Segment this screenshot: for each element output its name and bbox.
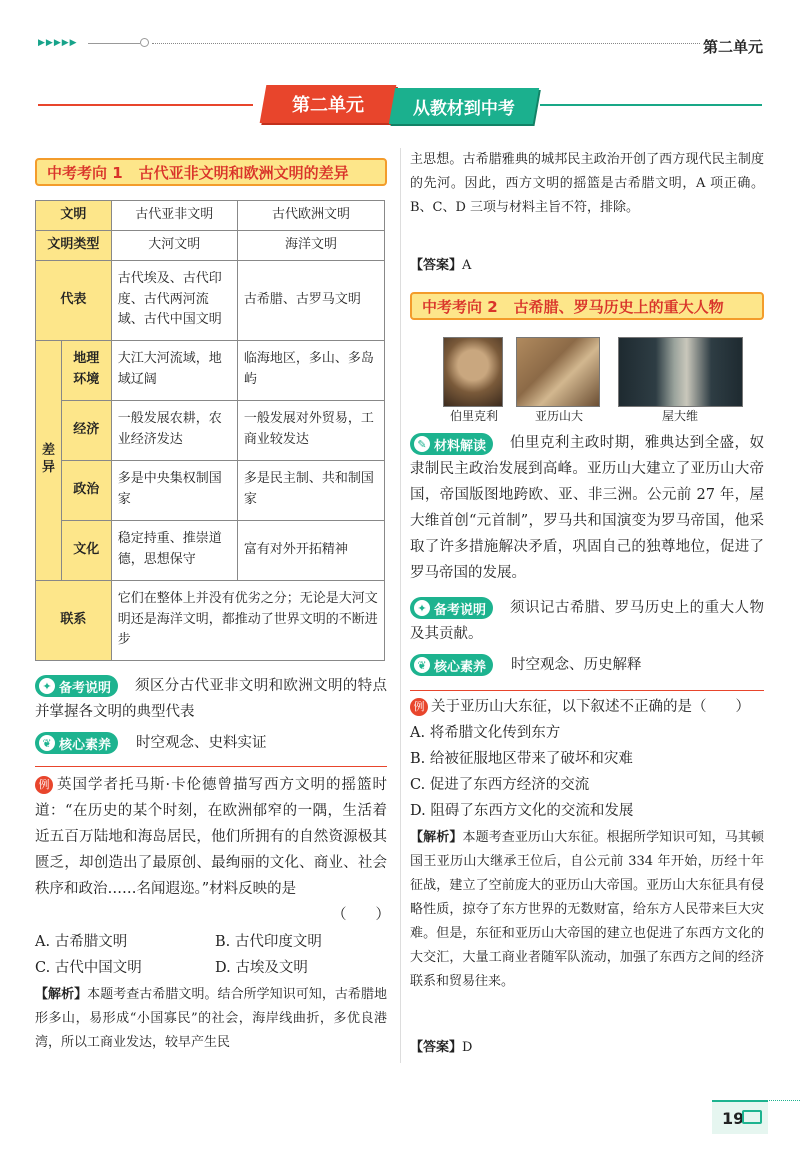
- bulb-icon: ✦: [39, 678, 55, 694]
- section1-tag: 中考考向 1: [47, 163, 123, 182]
- example1-paren: （ ）: [332, 907, 390, 923]
- example2-option-c: C. 促进了东西方经济的交流: [410, 777, 590, 793]
- cell-pol-europe: 多是民主制、共和制国家: [237, 460, 384, 520]
- example2-option-a: A. 将希腊文化传到东方: [410, 725, 561, 741]
- leaf-icon: ❦: [39, 735, 55, 751]
- th-civilization: 文明: [36, 201, 112, 231]
- example2-question-text: 关于亚历山大东征，以下叙述不正确的是（ ）: [431, 699, 750, 715]
- section2-note: 须识记古希腊、罗马历史上的重大人物及其贡献。: [410, 600, 764, 642]
- example1-analysis-text-1: 本题考查古希腊文明。结合所学知识可知，古希腊地形多山，易形成“小国寡民”的社会，海岸线曲折，多优良港湾，所以工商业发达，较早产生民: [35, 987, 387, 1050]
- th-representative: 代表: [36, 260, 112, 340]
- header-rule: [88, 43, 140, 44]
- header-circle: [140, 38, 149, 47]
- example2-option-d: D. 阻碍了东西方文化的交流和发展: [410, 803, 634, 819]
- example1-question: [35, 772, 387, 902]
- octavian-statue: [618, 337, 743, 407]
- caption-pericles: 伯里克利: [449, 409, 498, 423]
- bulb-icon: ✦: [414, 600, 430, 616]
- th-geography: 地理环境: [61, 340, 111, 400]
- example1-analysis-label: 【解析】: [35, 987, 88, 1002]
- example2-answer-value: D: [462, 1040, 473, 1055]
- th-europe: 古代欧洲文明: [237, 201, 384, 231]
- example1-analysis-continued: 主思想。古希腊雅典的城邦民主政治开创了西方现代民主制度的先河。因此，西方文明的摇篮是古希腊文明，A 项正确。B、C、D 三项与材料主旨不符，排除。: [410, 152, 764, 215]
- section2-material: 伯里克利主政时期，雅典达到全盛，奴隶制民主政治发展到高峰。亚历山大建立了亚历山大帝国，帝国版图地跨欧、亚、非三洲。公元前 27 年，屋大维首创“元首制”，罗马共和国演变为罗马帝国，他采取了许多措施解决矛盾，巩固自己的独尊地位，促进了罗马帝国的发展。: [410, 435, 764, 581]
- pencil-icon: ✎: [414, 436, 430, 452]
- example1-option-c: C. 古代中国文明: [35, 960, 142, 976]
- section2-title: 古希腊、罗马历史上的重大人物: [513, 297, 724, 316]
- th-economy: 经济: [61, 400, 111, 460]
- header-dotted-rule: [152, 43, 700, 44]
- example1-analysis: [35, 983, 387, 1055]
- cell-econ-asia: 一般发展农耕，农业经济发达: [111, 400, 237, 460]
- example1-option-a: A. 古希腊文明: [35, 934, 128, 950]
- cell-cul-asia: 稳定持重、推崇道德，思想保守: [111, 520, 237, 580]
- example2-badge: 例: [410, 698, 428, 716]
- page-number: 19: [712, 1100, 768, 1134]
- example1-answer-label: 【答案】: [410, 258, 463, 273]
- example1-option-d: D. 古埃及文明: [215, 960, 308, 976]
- cell-rep-europe: 古希腊、古罗马文明: [237, 260, 384, 340]
- column-divider: [400, 148, 401, 1063]
- th-asia: 古代亚非文明: [111, 201, 237, 231]
- section1-core-label: [35, 732, 118, 754]
- section2-core-label: [410, 654, 493, 676]
- alexander-mosaic: [516, 337, 600, 407]
- cell-geo-asia: 大江大河流域，地域辽阔: [111, 340, 237, 400]
- section1-title: 古代亚非文明和欧洲文明的差异: [138, 163, 349, 182]
- section2-note-label-text: 备考说明: [434, 602, 487, 618]
- banner-line-right: [540, 104, 762, 106]
- example2-rule: [410, 690, 764, 691]
- example1-rule: [35, 766, 387, 767]
- banner-line-left: [38, 104, 253, 106]
- th-politics: 政治: [61, 460, 111, 520]
- comparison-table: [35, 200, 385, 661]
- cell-type-europe: 海洋文明: [237, 230, 384, 260]
- th-type: 文明类型: [36, 230, 112, 260]
- section1-heading: [35, 158, 387, 186]
- header-unit-label: 第二单元: [703, 38, 764, 56]
- header-arrows: ▶▶▶▶▶: [38, 38, 78, 48]
- cell-type-asia: 大河文明: [111, 230, 237, 260]
- example2-answer: [410, 1036, 610, 1060]
- example1-text: 英国学者托马斯·卡伦德曾描写西方文明的摇篮时道：“在历史的某个时刻，在欧洲郁窄的一隅，生活着近五百万陆地和海岛居民，他们所拥有的自然资源极其匮乏，却创造出了最原创、最绚丽的文化、商业、社会秩序和政治……名闻遐迩。”材料反映的是: [35, 777, 387, 897]
- section2-heading: [410, 292, 764, 320]
- cell-geo-europe: 临海地区，多山、多岛屿: [237, 340, 384, 400]
- example1-option-b: B. 古代印度文明: [215, 934, 322, 950]
- banner-unit-text: 第二单元: [292, 95, 364, 116]
- example1-answer-value: A: [462, 258, 472, 273]
- caption-octavian: 屋大维: [661, 409, 698, 423]
- section2-tag: 中考考向 2: [422, 297, 498, 316]
- th-culture: 文化: [61, 520, 111, 580]
- cell-rep-asia: 古代埃及、古代印度、古代两河流域、古代中国文明: [111, 260, 237, 340]
- book-icon: [742, 1110, 762, 1124]
- cell-cul-europe: 富有对外开拓精神: [237, 520, 384, 580]
- cell-pol-asia: 多是中央集权制国家: [111, 460, 237, 520]
- example2-analysis-text: 本题考查亚历山大东征。根据所学知识可知，马其顿国王亚历山大继承王位后，自公元前 334 年开始，历经十年征战，建立了空前庞大的亚历山大帝国。亚历山大东征具有侵略性质，掠夺了东方世界的无数财富，给东方人民带来巨大灾难。但是，东征和亚历山大帝国的建立也促进了东西方文化的大交汇，大量工商业者随军队流动，加强了东西方之间的经济联系和贸易往来。: [410, 830, 764, 989]
- example2-answer-label: 【答案】: [410, 1040, 463, 1055]
- section2-core: 时空观念、历史解释: [511, 657, 642, 673]
- example1-answer: [410, 254, 610, 278]
- pericles-portrait: [443, 337, 503, 407]
- section1-note-label-text: 备考说明: [59, 680, 112, 696]
- th-connection: 联系: [36, 580, 112, 660]
- example2-analysis: [410, 826, 764, 994]
- cell-connection: 它们在整体上并没有优劣之分；无论是大河文明还是海洋文明，都推动了世界文明的不断进步: [111, 580, 384, 660]
- banner-subtitle: [389, 88, 539, 124]
- th-difference: 差异: [36, 340, 62, 580]
- section2-material-label-text: 材料解读: [434, 438, 487, 454]
- example2-question: [410, 694, 764, 720]
- banner-subtitle-text: 从教材到中考: [413, 98, 515, 119]
- section1-core: 时空观念、史料实证: [136, 735, 267, 751]
- example2-analysis-label: 【解析】: [410, 830, 463, 845]
- caption-alexander: 亚历山大: [534, 409, 583, 423]
- banner-unit: [260, 85, 397, 123]
- section2-core-label-text: 核心素养: [434, 659, 487, 675]
- section1-core-label-text: 核心素养: [59, 737, 112, 753]
- example2-option-b: B. 给被征服地区带来了破坏和灾难: [410, 751, 633, 767]
- leaf-icon: ❦: [414, 657, 430, 673]
- section1-note: 须区分古代亚非文明和欧洲文明的特点并掌握各文明的典型代表: [35, 678, 387, 720]
- cell-econ-europe: 一般发展对外贸易，工商业较发达: [237, 400, 384, 460]
- example1-badge: 例: [35, 776, 53, 794]
